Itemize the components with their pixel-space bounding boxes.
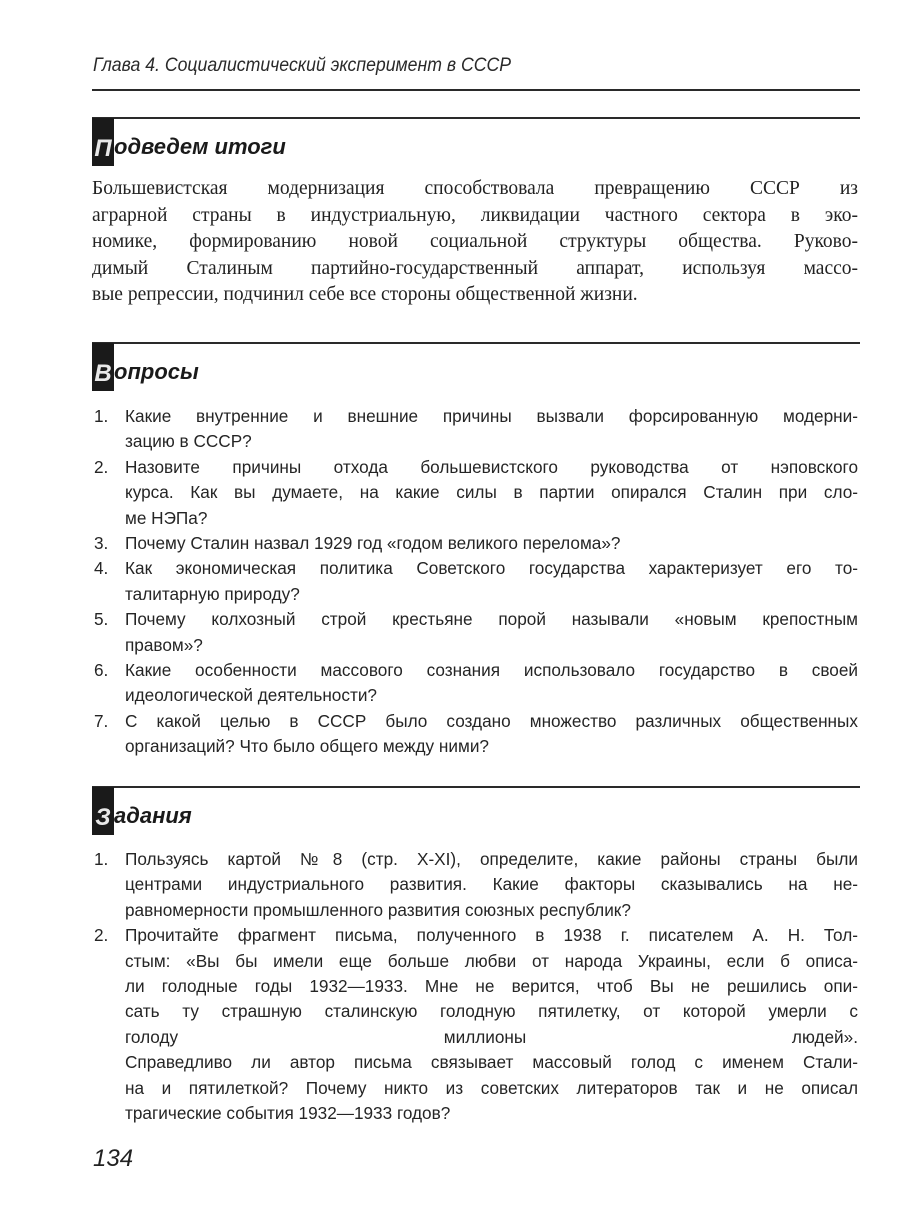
text-line: идеологической деятельности?: [125, 685, 377, 706]
heading-text: адания: [114, 803, 192, 828]
text-line: организаций? Что было общего между ними?: [125, 736, 489, 757]
text-line: голоду миллионы людей».: [125, 1026, 858, 1047]
text-line: на и пятилеткой? Почему никто из советских литераторов так и не описал: [125, 1077, 858, 1098]
text-line: вые репрессии, подчинил себе все стороны общественной жизни.: [92, 284, 638, 306]
section-heading-tasks: [92, 787, 192, 835]
item-number: 1.: [94, 406, 109, 426]
section-rule: [92, 342, 860, 344]
item-number: 2.: [94, 456, 109, 477]
text-line: ли голодные годы 1932—1933. Мне не верится, чтоб Вы не решились опи-: [125, 975, 858, 996]
text-line: аграрной страны в индустриальную, ликвидации частного сектора в эко-: [92, 204, 858, 226]
text-line: курса. Как вы думаете, на какие силы в партии опирался Сталин при сло-: [125, 482, 858, 503]
item-number: 4.: [94, 558, 109, 579]
heading-text: опросы: [114, 359, 199, 384]
question-item: [94, 455, 858, 531]
text-line: сать ту страшную сталинскую голодную пятилетку, от которой умерли с: [125, 1001, 858, 1022]
question-item: [94, 531, 858, 556]
text-line: равномерности промышленного развития союзных республик?: [125, 899, 631, 920]
heading-text: одведем итоги: [114, 134, 286, 159]
item-number: 2.: [94, 925, 109, 946]
section-rule: [92, 786, 860, 788]
question-item: [94, 607, 858, 658]
text-line: ме НЭПа?: [125, 507, 208, 528]
text-line: зацию в СССР?: [125, 431, 252, 452]
header-rule: [92, 89, 860, 91]
item-number: 6.: [94, 659, 109, 680]
task-item: [94, 847, 858, 923]
text-line: Какие особенности массового сознания использовало государство в своей: [125, 659, 858, 680]
text-line: Назовите причины отхода большевистского руководства от нэповского: [125, 456, 858, 477]
text-line: Какие внутренние и внешние причины вызвали форсированную модерни-: [125, 406, 858, 426]
text-line: Пользуясь картой №8 (стр. X-XI), определите, какие районы страны были: [125, 849, 858, 869]
text-line: центрами индустриального развития. Какие факторы сказывались на не-: [125, 874, 858, 895]
question-item: [94, 658, 858, 709]
text-line: номике, формированию новой социальной структуры общества. Руково-: [92, 231, 858, 253]
text-line: талитарную природу?: [125, 583, 300, 604]
text-line: Почему колхозный строй крестьяне порой называли «новым крепостным: [125, 609, 858, 630]
running-head: Глава 4. Социалистический эксперимент в СССР: [93, 55, 512, 76]
summary-paragraph: [92, 176, 858, 309]
question-item: [94, 709, 858, 760]
text-line: Большевистская модернизация способствовала превращению СССР из: [92, 178, 858, 199]
text-line: димый Сталиным партийно-государственный аппарат, используя массо-: [92, 257, 858, 279]
item-number: 5.: [94, 609, 109, 630]
section-heading-questions: [92, 343, 199, 391]
item-number: 7.: [94, 710, 109, 731]
text-line: Справедливо ли автор письма связывает массовый голод с именем Стали-: [125, 1052, 858, 1073]
text-line: правом»?: [125, 634, 203, 655]
item-number: 1.: [94, 849, 109, 869]
task-item: [94, 923, 858, 1126]
text-line: С какой целью в СССР было создано множество различных общественных: [125, 710, 858, 731]
text-line: Почему Сталин назвал 1929 год «годом великого перелома»?: [125, 532, 621, 553]
text-line: стым: «Вы бы имели еще больше любви от народа Украины, если б описа-: [125, 950, 858, 971]
heading-initial: П: [92, 118, 114, 166]
page-number: 134: [93, 1145, 134, 1172]
tasks-list: [94, 847, 858, 1126]
question-item: [94, 556, 858, 607]
questions-list: [94, 404, 858, 759]
heading-initial: З: [92, 787, 114, 835]
text-line: трагические события 1932—1933 годов?: [125, 1102, 451, 1123]
text-line: Прочитайте фрагмент письма, полученного в 1938 г. писателем А. Н. Тол-: [125, 925, 858, 946]
item-number: 3.: [94, 532, 109, 553]
section-heading-summary: [92, 118, 286, 166]
question-item: [94, 404, 858, 455]
heading-initial: В: [92, 343, 114, 391]
text-line: Как экономическая политика Советского государства характеризует его то-: [125, 558, 858, 579]
